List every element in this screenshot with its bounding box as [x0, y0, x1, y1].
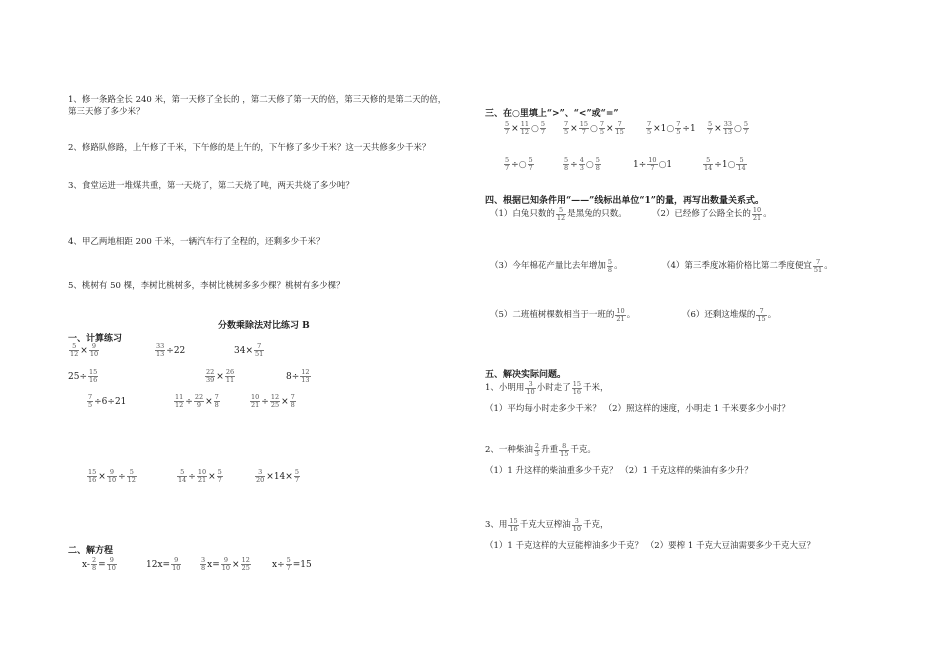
fraction [743, 121, 749, 136]
text-fragment: 14 [737, 164, 746, 172]
text-fragment: 12 [556, 214, 566, 222]
text-fragment: 16 [88, 476, 97, 484]
section-5-heading: 五、解决实际问题。 [485, 370, 567, 380]
fraction [572, 518, 582, 533]
text-fragment: 34× [234, 345, 253, 356]
text-fragment: 7 [505, 128, 510, 136]
text-fragment: 5 [69, 343, 79, 351]
text-fragment: 8 [91, 564, 97, 572]
compare-item [633, 157, 672, 172]
text-fragment: 39 [206, 376, 215, 384]
text-fragment: ÷ [261, 396, 269, 407]
text-fragment: 22 [206, 368, 215, 376]
text-fragment: × [511, 123, 519, 134]
fraction [563, 121, 569, 136]
text-fragment: 7 [214, 393, 219, 401]
fraction [200, 557, 206, 572]
text-fragment: （2）已经修了公路全长的 [652, 209, 751, 219]
text-fragment: 51 [813, 266, 823, 274]
relation-item-2 [652, 207, 772, 222]
text-fragment: 12 [127, 476, 136, 484]
text-fragment: 13 [723, 128, 732, 136]
text-fragment: 8 [201, 564, 206, 572]
fraction [540, 121, 546, 136]
fraction [528, 157, 534, 172]
text-fragment: 10 [107, 564, 116, 572]
fraction [194, 394, 204, 409]
text-fragment: 33 [156, 342, 165, 350]
text-fragment: 5 [540, 120, 545, 128]
text-fragment: 12 [241, 556, 250, 564]
calc-item [286, 369, 312, 384]
compare-item [702, 157, 748, 172]
text-fragment: 3 [579, 164, 584, 172]
text-fragment: 5 [736, 157, 746, 165]
text-fragment: ÷6÷21 [94, 396, 127, 407]
text-fragment: 51 [255, 350, 264, 358]
fraction [290, 394, 296, 409]
fraction [752, 207, 762, 222]
text-fragment: × [232, 559, 240, 570]
fraction [675, 121, 681, 136]
problem-1-line-2: 第三天修了多少米？ [68, 107, 145, 117]
word-problem-3-questions: （1）1 千克这样的大豆能榨油多少千克？ （2）要榨 1 千克大豆油需要多少千克大豆？ [485, 541, 815, 551]
compare-circle: ○ [733, 123, 742, 134]
text-fragment: 12 [270, 393, 280, 401]
fraction [703, 157, 713, 172]
text-fragment: 10 [89, 350, 99, 358]
text-fragment: 2 [534, 442, 540, 450]
text-fragment: 。 [614, 261, 623, 271]
text-fragment: 5 [599, 128, 604, 136]
text-fragment: 7 [813, 259, 823, 267]
text-fragment: 10 [526, 388, 535, 396]
text-fragment: 20 [256, 476, 265, 484]
text-fragment: 25÷ [68, 371, 87, 382]
calc-item [254, 469, 301, 484]
text-fragment: 5 [505, 120, 510, 128]
text-fragment: ÷ [185, 396, 193, 407]
fraction [214, 394, 220, 409]
text-fragment: 21 [752, 214, 762, 222]
text-fragment: 5 [88, 401, 93, 409]
fraction [579, 157, 585, 172]
text-fragment: 13 [301, 376, 310, 384]
text-fragment: （3）今年棉花产量比去年增加 [490, 261, 606, 271]
calc-item [176, 469, 224, 484]
fraction [174, 394, 184, 409]
text-fragment: 10 [221, 564, 231, 572]
text-fragment: 3 [534, 450, 540, 458]
calc-item [86, 469, 138, 484]
text-fragment: 5 [217, 468, 222, 476]
fraction [504, 121, 510, 136]
text-fragment: 1÷ [633, 159, 647, 170]
compare-circle: ○ [518, 159, 527, 170]
compare-item [706, 121, 750, 136]
text-fragment: （1）白兔只数的 [490, 209, 555, 219]
text-fragment: 25 [241, 564, 250, 572]
text-fragment: 7 [650, 164, 655, 172]
text-fragment: 11 [175, 393, 184, 401]
relation-item-6 [682, 308, 776, 323]
text-fragment: ÷ [118, 471, 126, 482]
text-fragment: 9 [107, 557, 117, 565]
fraction [756, 308, 766, 323]
fraction [205, 369, 215, 384]
fraction [300, 369, 310, 384]
text-fragment: × [714, 123, 722, 134]
fraction [508, 518, 518, 533]
fraction [559, 443, 569, 458]
compare-circle: ○ [589, 123, 598, 134]
text-fragment: 7 [676, 120, 681, 128]
calc-item [86, 394, 126, 409]
text-fragment: 3 [572, 518, 582, 526]
fraction [225, 369, 235, 384]
fraction [197, 469, 207, 484]
calc-item [234, 343, 265, 358]
fraction [534, 443, 540, 458]
text-fragment: 升重 [541, 445, 559, 455]
text-fragment: 26 [225, 368, 235, 376]
fraction [595, 157, 601, 172]
text-fragment: 12 [70, 350, 79, 358]
text-fragment: =15 [292, 559, 312, 570]
calc-item [68, 369, 99, 384]
text-fragment: 9 [107, 469, 117, 477]
text-fragment: 14 [178, 476, 187, 484]
text-fragment: 2 [91, 556, 97, 564]
text-fragment: 12x= [146, 559, 171, 570]
text-fragment: 2、一种柴油 [485, 445, 533, 455]
text-fragment: × [216, 371, 224, 382]
text-fragment: 5 [607, 258, 613, 266]
text-fragment: 7 [88, 393, 93, 401]
fraction [221, 557, 231, 572]
text-fragment: 7 [647, 120, 652, 128]
text-fragment: 10 [172, 564, 181, 572]
text-fragment: 5 [505, 156, 510, 164]
fraction [87, 394, 93, 409]
text-fragment: 7 [756, 308, 766, 316]
text-fragment: 8÷ [286, 371, 300, 382]
text-fragment: 7 [564, 120, 569, 128]
text-fragment: × [605, 123, 614, 134]
fraction [270, 394, 280, 409]
word-problem-1-questions: （1）平均每小时走多少千米？ （2）照这样的速度，小明走 1 千米要多少小时？ [485, 404, 790, 414]
section-1-heading: 一、计算练习 [68, 334, 123, 344]
fraction [217, 469, 223, 484]
relation-item-3 [490, 259, 623, 274]
fraction [599, 121, 605, 136]
text-fragment: 25 [270, 401, 280, 409]
fraction [579, 121, 589, 136]
text-fragment: ÷22 [166, 345, 186, 356]
text-fragment: ×1 [653, 123, 667, 134]
equation-item [199, 557, 252, 572]
fraction [241, 557, 251, 572]
fraction [646, 121, 652, 136]
text-fragment: （6）还剩这堆煤的 [682, 310, 756, 320]
text-fragment: ÷ [188, 471, 196, 482]
text-fragment: 千克大豆榨油 [519, 520, 571, 530]
text-fragment: 3 [255, 469, 265, 477]
text-fragment: 8 [607, 266, 613, 274]
fraction [107, 557, 117, 572]
text-fragment: 10 [197, 468, 207, 476]
calc-item [249, 394, 297, 409]
text-fragment: ×14× [266, 471, 293, 482]
fraction [87, 469, 97, 484]
fraction [294, 469, 300, 484]
text-fragment: 33 [723, 120, 732, 128]
text-fragment: 小时走了 [536, 383, 571, 393]
equation-item [82, 557, 118, 572]
fraction [647, 157, 657, 172]
fraction [615, 121, 625, 136]
text-fragment: 21 [616, 315, 625, 323]
text-fragment: × [281, 396, 289, 407]
fraction [91, 557, 97, 572]
text-fragment: 7 [505, 164, 510, 172]
text-fragment: ÷ [570, 159, 578, 170]
text-fragment: 千克， [583, 520, 609, 530]
text-fragment: 5 [564, 128, 569, 136]
compare-item [645, 121, 696, 136]
text-fragment: 12 [175, 401, 184, 409]
text-fragment: 3、用 [485, 520, 508, 530]
fraction [254, 343, 264, 358]
text-fragment: 5 [595, 156, 600, 164]
text-fragment: 8 [564, 164, 569, 172]
fraction [813, 259, 823, 274]
compare-circle: ○ [530, 123, 539, 134]
fraction [107, 469, 117, 484]
text-fragment: × [98, 471, 106, 482]
text-fragment: 15 [89, 368, 98, 376]
text-fragment: ÷1 [682, 123, 696, 134]
fraction [520, 121, 530, 136]
calc-item [154, 343, 185, 358]
calc-item [68, 343, 100, 358]
text-fragment: 5 [743, 120, 748, 128]
text-fragment: 21 [251, 401, 260, 409]
fraction [572, 381, 582, 396]
text-fragment: x= [207, 559, 220, 570]
text-fragment: 。 [626, 310, 636, 320]
text-fragment: 1、小明用 [485, 383, 525, 393]
text-fragment: 15 [560, 450, 569, 458]
fraction [255, 469, 265, 484]
fraction [250, 394, 260, 409]
compare-item [562, 157, 602, 172]
text-fragment: 8 [214, 401, 219, 409]
text-fragment: 10 [107, 476, 117, 484]
section-4-heading: 四、根据已知条件用“——”线标出单位“1”的量，再写出数量关系式。 [485, 196, 764, 206]
calc-item [173, 394, 221, 409]
text-fragment: 9 [221, 557, 231, 565]
fraction [286, 557, 292, 572]
text-fragment: × [208, 471, 216, 482]
fraction [89, 343, 99, 358]
text-fragment: 千克。 [570, 445, 596, 455]
section-3-heading: 三、在○里填上“>”、“<”或“=” [485, 109, 619, 119]
text-fragment: 15 [572, 380, 581, 388]
text-fragment: 9 [171, 557, 181, 565]
compare-item [562, 121, 626, 136]
text-fragment: 5 [127, 469, 137, 477]
text-fragment: 16 [572, 388, 581, 396]
fraction [69, 343, 79, 358]
equation-item [272, 557, 312, 572]
text-fragment: × [205, 396, 213, 407]
text-fragment: 千米， [583, 383, 609, 393]
text-fragment: 14 [704, 164, 713, 172]
text-fragment: 16 [89, 376, 98, 384]
fraction [556, 207, 566, 222]
text-fragment: 。 [767, 310, 777, 320]
word-problem-2 [485, 443, 596, 458]
text-fragment: ÷ [511, 159, 519, 170]
text-fragment: 12 [301, 368, 310, 376]
text-fragment: 16 [509, 525, 518, 533]
text-fragment: 7 [540, 128, 545, 136]
equation-item [146, 557, 182, 572]
text-fragment: 10 [752, 206, 762, 214]
text-fragment: 7 [528, 164, 533, 172]
text-fragment: 21 [197, 476, 207, 484]
text-fragment: 8 [290, 401, 295, 409]
text-fragment: 5 [708, 120, 713, 128]
text-fragment: 7 [286, 564, 291, 572]
text-fragment: 22 [194, 393, 204, 401]
fraction [723, 121, 733, 136]
text-fragment: 7 [599, 120, 604, 128]
fraction [127, 469, 137, 484]
worksheet-title: 分数乘除法对比练习 B [218, 321, 310, 331]
text-fragment: 12 [520, 128, 529, 136]
fraction [504, 157, 510, 172]
calc-item [204, 369, 236, 384]
text-fragment: 5 [703, 157, 713, 165]
text-fragment: 8 [595, 164, 600, 172]
text-fragment: × [80, 345, 88, 356]
problem-1-line-1: 1、修一条路全长 240 米，第一天修了全长的 ，第二天修了第一天的倍，第三天修的是第二天的倍， [68, 95, 447, 105]
text-fragment: 5 [647, 128, 652, 136]
compare-circle: ○ [727, 159, 736, 170]
text-fragment: × [570, 123, 578, 134]
section-2-heading: 二、解方程 [68, 546, 114, 556]
word-problem-2-questions: （1）1 升这样的柴油重多少千克？ （2）1 千克这样的柴油有多少升？ [485, 466, 753, 476]
text-fragment: 10 [648, 156, 657, 164]
text-fragment: 7 [743, 128, 748, 136]
compare-item [503, 157, 535, 172]
text-fragment: 3 [201, 556, 206, 564]
text-fragment: 3 [525, 381, 535, 389]
text-fragment: 8 [559, 443, 569, 451]
fraction [707, 121, 713, 136]
problem-5: 5、桃树有 50 棵，李树比桃树多，李树比桃树多多少棵？桃树有多少棵？ [68, 281, 345, 291]
text-fragment: 15 [757, 315, 766, 323]
text-fragment: 5 [294, 468, 299, 476]
fraction [563, 157, 569, 172]
problem-3: 3、食堂运进一堆煤共重，第一天烧了，第二天烧了吨，两天共烧了多少吨？ [68, 181, 354, 191]
relation-item-4 [662, 259, 833, 274]
text-fragment: 4 [579, 156, 584, 164]
fraction [736, 157, 746, 172]
relation-item-5 [490, 308, 635, 323]
fraction [607, 259, 613, 274]
text-fragment: 15 [88, 468, 97, 476]
text-fragment: 5 [177, 469, 187, 477]
text-fragment: 9 [196, 401, 202, 409]
fraction [615, 308, 625, 323]
text-fragment: 15 [579, 120, 588, 128]
text-fragment: 。 [824, 261, 833, 271]
text-fragment: = [98, 559, 106, 570]
text-fragment: 10 [616, 307, 625, 315]
fraction [171, 557, 181, 572]
text-fragment: （4）第三季度冰箱价格比第二季度便宜 [662, 261, 812, 271]
text-fragment: 7 [254, 343, 264, 351]
text-fragment: 15 [615, 128, 624, 136]
text-fragment: 7 [615, 121, 625, 129]
text-fragment: 5 [286, 556, 291, 564]
text-fragment: 13 [156, 350, 165, 358]
text-fragment: 11 [520, 120, 529, 128]
text-fragment: 7 [581, 128, 586, 136]
text-fragment: 10 [251, 393, 260, 401]
word-problem-3 [485, 518, 609, 533]
text-fragment: 5 [676, 128, 681, 136]
compare-item [503, 121, 547, 136]
fraction [88, 369, 98, 384]
text-fragment: 5 [556, 207, 566, 215]
text-fragment: 10 [572, 525, 581, 533]
text-fragment: 11 [225, 376, 235, 384]
text-fragment: 5 [564, 156, 569, 164]
compare-circle: ○ [658, 159, 667, 170]
word-problem-1 [485, 381, 609, 396]
text-fragment: 9 [89, 343, 99, 351]
text-fragment: x÷ [272, 559, 285, 570]
text-fragment: 。 [763, 209, 772, 219]
fraction [177, 469, 187, 484]
text-fragment: 7 [290, 393, 295, 401]
text-fragment: ÷1 [714, 159, 728, 170]
text-fragment: （5）二班植树棵数相当于一班的 [490, 310, 615, 320]
text-fragment: 5 [528, 156, 533, 164]
relation-item-1 [490, 207, 627, 222]
text-fragment: 7 [294, 476, 299, 484]
compare-circle: ○ [666, 123, 675, 134]
fraction [155, 343, 165, 358]
problem-2: 2、修路队修路，上午修了千米，下午修的是上午的，下午修了多少千米？这一天共修多少千米？ [68, 143, 431, 153]
text-fragment: 7 [217, 476, 222, 484]
problem-4: 4、甲乙两地相距 200 千米，一辆汽车行了全程的，还剩多少千米？ [68, 237, 325, 247]
text-fragment: 是黑兔的只数。 [567, 209, 627, 219]
text-fragment: 7 [708, 128, 713, 136]
text-fragment: x- [82, 559, 90, 570]
compare-circle: ○ [585, 159, 594, 170]
text-fragment: 15 [509, 517, 518, 525]
text-fragment: 1 [666, 159, 673, 170]
fraction [525, 381, 535, 396]
